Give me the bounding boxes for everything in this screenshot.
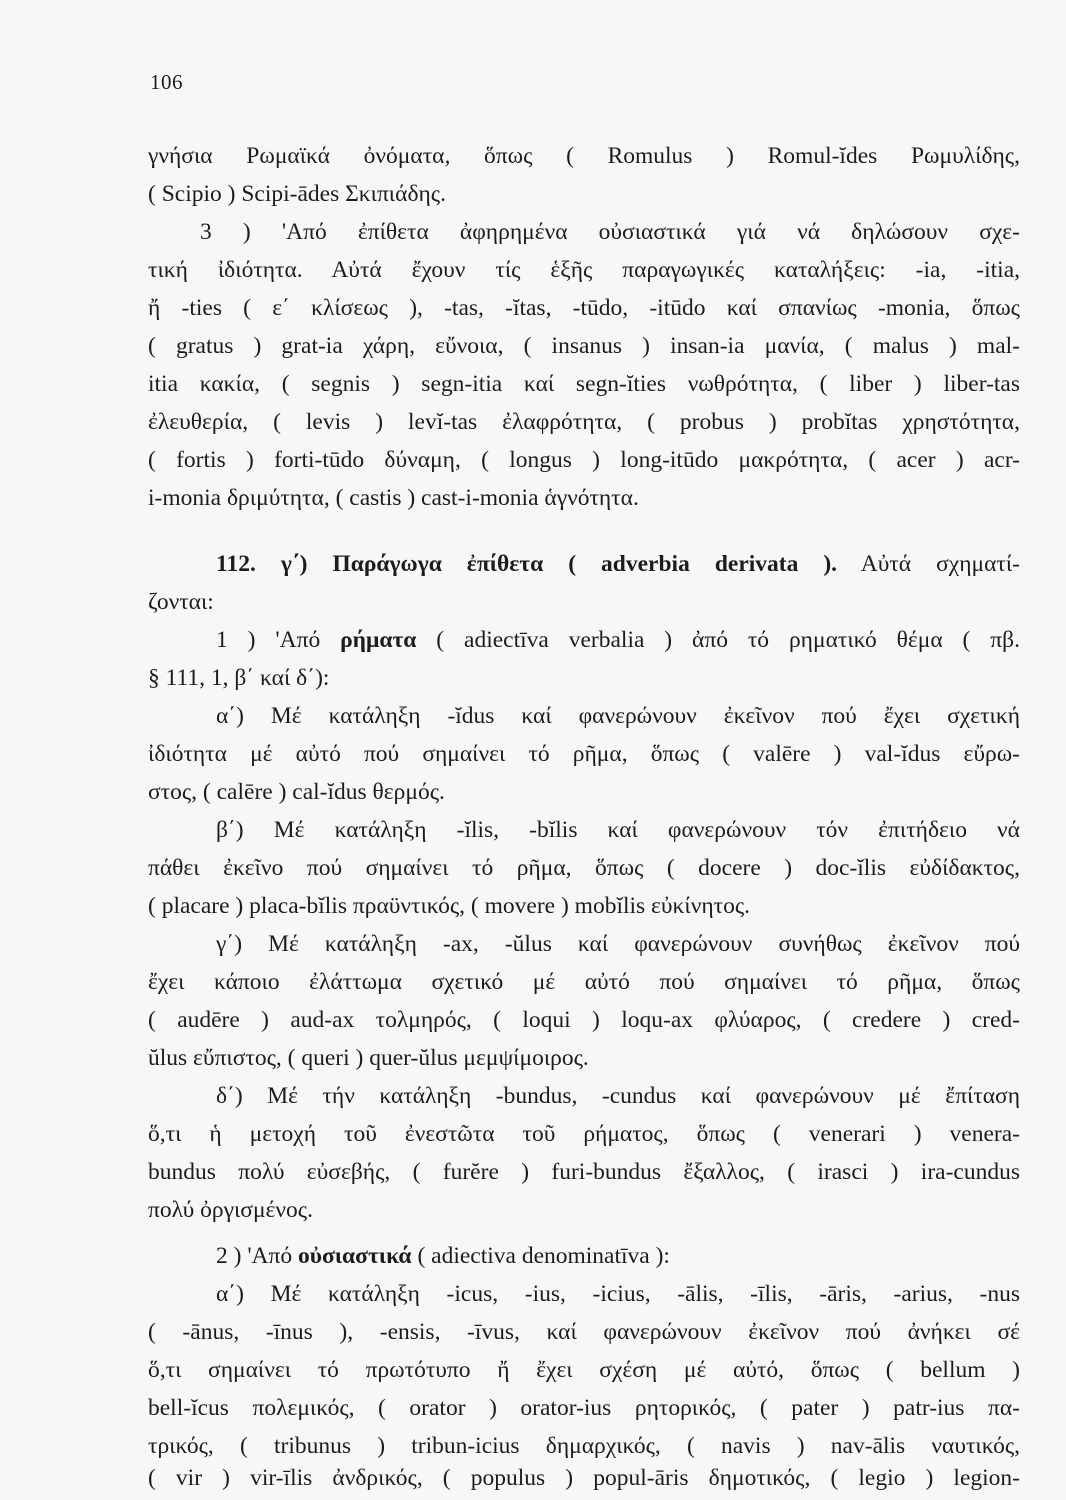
page-number: 106: [150, 70, 183, 94]
text-line: ἔχει κάποιο ἐλάττωμα σχετικό μέ αὐτό πού σημαίνει τό ρῆμα, ὅπως: [148, 969, 1020, 995]
section-heading: 112. γ΄) Παράγωγα ἐπίθετα ( adverbia derivata ). Αὐτά σχηματί-: [216, 551, 1020, 577]
text-line: τική ἰδιότητα. Αὐτά ἔχουν τίς ἑξῆς παραγωγικές καταλήξεις: -ia, -itia,: [148, 257, 1020, 283]
text-line: β΄) Μέ κατάληξη -ĭlis, -bĭlis καί φανερώνουν τόν ἐπιτήδειο νά: [216, 817, 1020, 843]
text-line: γνήσια Ρωμαϊκά ὀνόματα, ὅπως ( Romulus ) Romul-ĭdes Ρωμυλίδης,: [148, 143, 1020, 169]
text-line: ἰδιότητα μέ αὐτό πού σημαίνει τό ρῆμα, ὅπως ( valēre ) val-ĭdus εὔρω-: [148, 741, 1020, 767]
text-line: α΄) Μέ κατάληξη -ĭdus καί φανερώνουν ἐκεῖνον πού ἔχει σχετική: [216, 703, 1020, 729]
text-line: ( vir ) vir-īlis ἀνδρικός, ( populus ) popul-āris δημοτικός, ( legio ) legion-: [148, 1465, 1020, 1491]
text-line: στος, ( calēre ) cal-ĭdus θερμός.: [148, 779, 445, 805]
text-line: i-monia δριμύτητα, ( castis ) cast-i-monia ἁγνότητα.: [148, 485, 639, 511]
text-line: 3 ) 'Από ἐπίθετα ἀφηρημένα οὐσιαστικά γιά νά δηλώσουν σχε-: [200, 219, 1020, 245]
text-line: bell-ĭcus πολεμικός, ( orator ) orator-ius ρητορικός, ( pater ) patr-ius πα-: [148, 1395, 1020, 1421]
text-line: ἐλευθερία, ( levis ) levĭ-tas ἐλαφρότητα, ( probus ) probĭtas χρηστότητα,: [148, 409, 1020, 435]
text-line: ( audēre ) aud-ax τολμηρός, ( loqui ) loqu-ax φλύαρος, ( credere ) cred-: [148, 1007, 1020, 1033]
text-line: ( Scipio ) Scipi-ādes Σκιπιάδης.: [148, 181, 446, 207]
text-line: bundus πολύ εὐσεβής, ( furĕre ) furi-bundus ἔξαλλος, ( irasci ) ira-cundus: [148, 1159, 1020, 1185]
subsection-keyword: ρήματα: [340, 627, 417, 653]
text-line: ὅ,τι σημαίνει τό πρωτότυπο ἤ ἔχει σχέση μέ αὐτό, ὅπως ( bellum ): [148, 1357, 1020, 1383]
text-line: ( placare ) placa-bĭlis πραϋντικός, ( movere ) mobĭlis εὐκίνητος.: [148, 893, 751, 919]
text-line: δ΄) Μέ τήν κατάληξη -bundus, -cundus καί φανερώνουν μέ ἔπίταση: [216, 1083, 1020, 1109]
subsection-heading: 1 ) 'Από ρήματα ( adiectīva verbalia ) ἀπό τό ρηματικό θέμα ( πβ.: [216, 627, 1020, 653]
text-line: itia κακία, ( segnis ) segn-itia καί segn-ĭties νωθρότητα, ( liber ) liber-tas: [148, 371, 1020, 397]
text-line: γ΄) Μέ κατάληξη -ax, -ŭlus καί φανερώνουν συνήθως ἐκεῖνον πού: [216, 931, 1020, 957]
text-line: ( fortis ) forti-tūdo δύναμη, ( longus ) long-itūdo μακρότητα, ( acer ) acr-: [148, 447, 1020, 473]
text-line: ἤ -ties ( ε΄ κλίσεως ), -tas, -ĭtas, -tūdo, -itūdo καί σπανίως -monia, ὅπως: [148, 295, 1020, 321]
text-line: πολύ ὀργισμένος.: [148, 1197, 313, 1223]
subsection-heading: 2 ) 'Από οὐσιαστικά ( adiectiva denominatīva ):: [216, 1243, 670, 1269]
text-line: πάθει ἐκεῖνο πού σημαίνει τό ρῆμα, ὅπως ( docere ) doc-ĭlis εὐδίδακτος,: [148, 855, 1020, 881]
text-line: τρικός, ( tribunus ) tribun-icius δημαρχικός, ( navis ) nav-ālis ναυτικός,: [148, 1433, 1020, 1459]
text-line: ( -ānus, -īnus ), -ensis, -īvus, καί φανερώνουν ἐκεῖνον πού ἀνήκει σέ: [148, 1319, 1020, 1345]
text-line: ŭlus εὔπιστος, ( queri ) quer-ŭlus μεμψίμοιρος.: [148, 1045, 589, 1071]
text-line: ( gratus ) grat-ia χάρη, εὔνοια, ( insanus ) insan-ia μανία, ( malus ) mal-: [148, 333, 1020, 359]
text-line: ζονται:: [148, 589, 214, 615]
text-line: ὅ,τι ἡ μετοχή τοῦ ἐνεστῶτα τοῦ ρήματος, ὅπως ( venerari ) venera-: [148, 1121, 1020, 1147]
text-line: § 111, 1, β΄ καί δ΄):: [148, 665, 330, 691]
section-heading-bold: 112. γ΄) Παράγωγα ἐπίθετα ( adverbia derivata ).: [216, 551, 838, 577]
subsection-keyword: οὐσιαστικά: [298, 1243, 412, 1269]
text-line: α΄) Μέ κατάληξη -icus, -ius, -icius, -ālis, -īlis, -āris, -arius, -nus: [216, 1281, 1020, 1307]
